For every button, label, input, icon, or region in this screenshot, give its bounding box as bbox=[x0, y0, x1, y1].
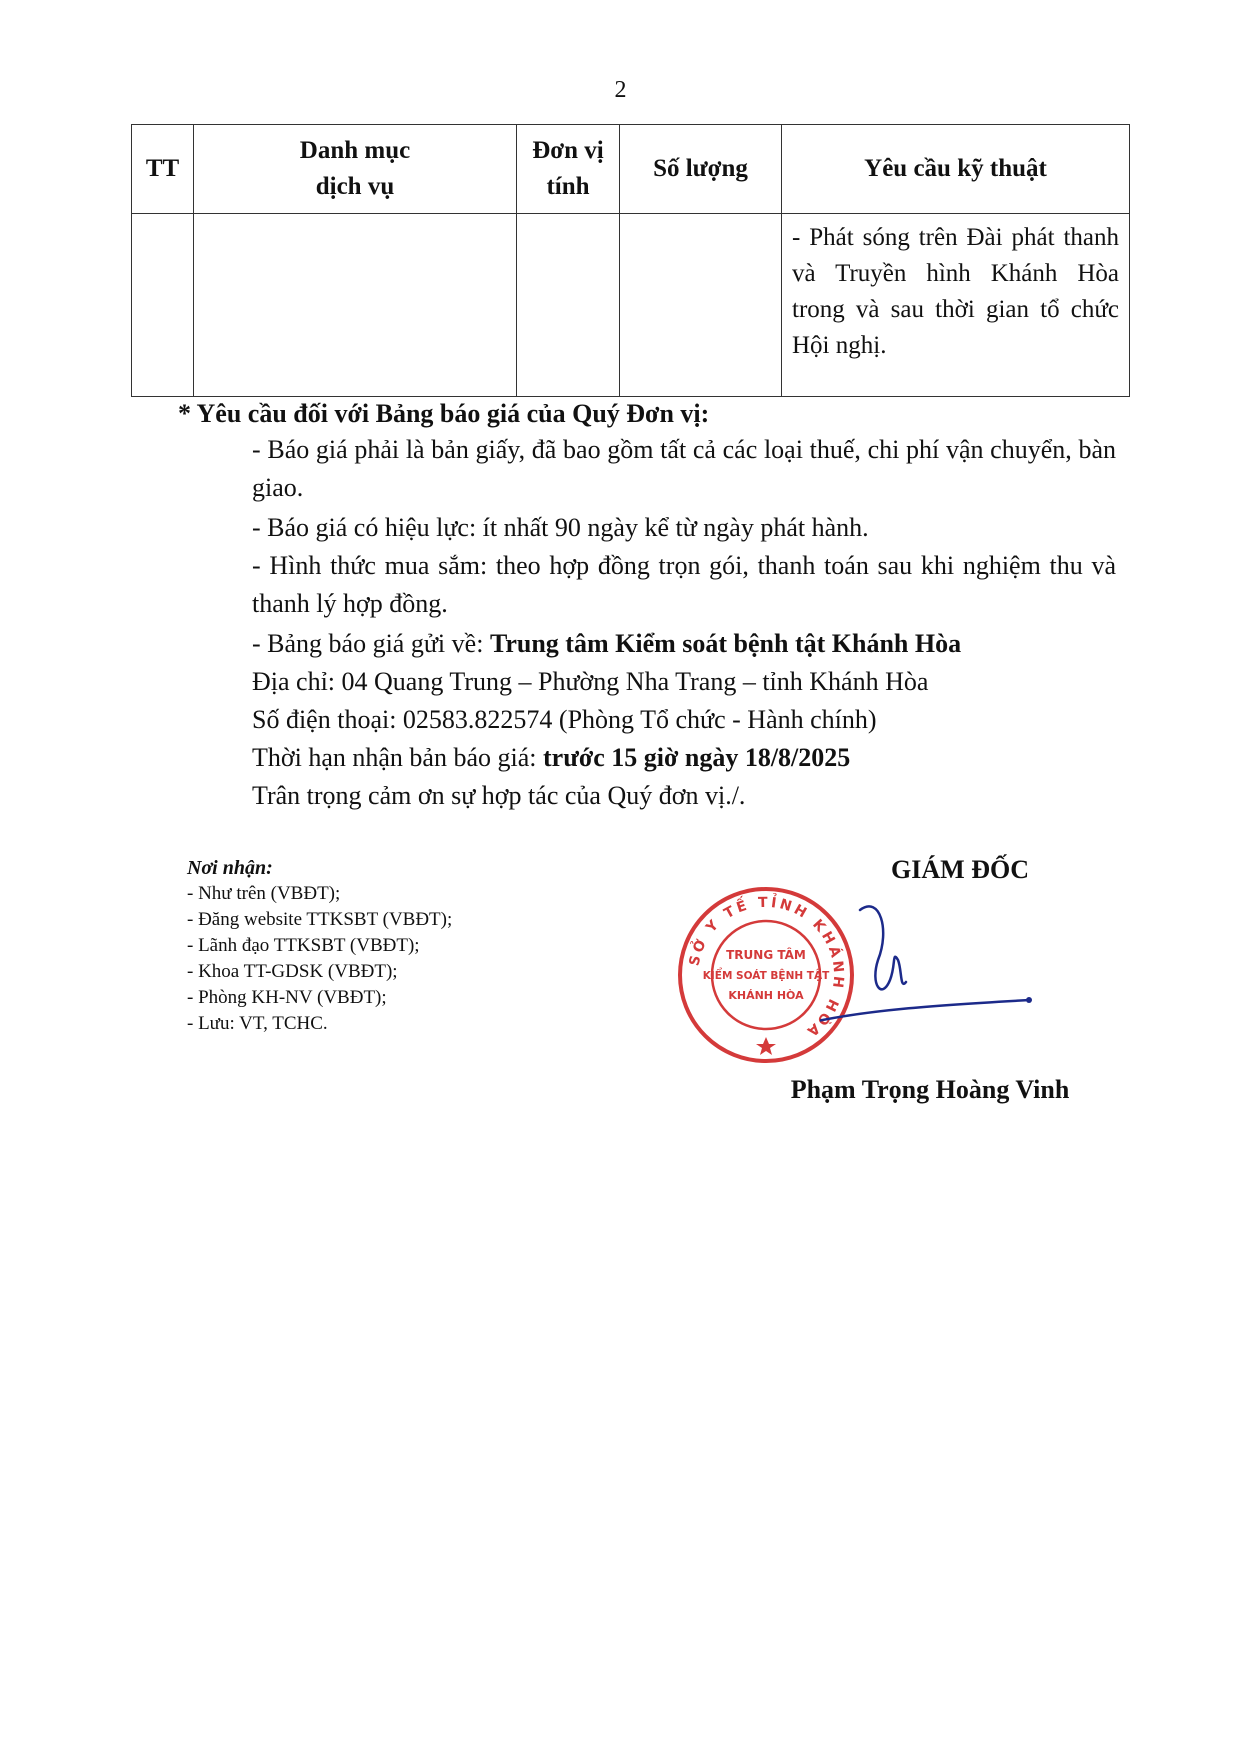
requirement-paper-quote: - Báo giá phải là bản giấy, đã bao gồm tất cả các loại thuế, chi phí vận chuyển, bàn giao. bbox=[252, 435, 1116, 502]
header-requirement: Yêu cầu kỹ thuật bbox=[782, 125, 1130, 214]
recipient-item: - Đăng website TTKSBT (VBĐT); bbox=[187, 909, 453, 930]
recipient-item: - Lãnh đạo TTKSBT (VBĐT); bbox=[187, 935, 420, 956]
recipients-block bbox=[187, 855, 452, 1037]
requirement-send-to: - Bảng báo giá gửi về: Trung tâm Kiểm soát bệnh tật Khánh Hòa bbox=[252, 629, 962, 658]
recipient-item: - Khoa TT-GDSK (VBĐT); bbox=[187, 961, 398, 982]
signatory-name: Phạm Trọng Hoàng Vinh bbox=[790, 1075, 1070, 1104]
cell-service bbox=[194, 214, 517, 397]
page-number: 2 bbox=[614, 77, 627, 103]
phone-line: Số điện thoại: 02583.822574 (Phòng Tổ chức - Hành chính) bbox=[252, 705, 877, 734]
header-tt: TT bbox=[132, 125, 194, 214]
recipients-title: Nơi nhận: bbox=[187, 857, 273, 879]
header-quantity: Số lượng bbox=[620, 125, 782, 214]
stamp-star-icon bbox=[756, 1037, 776, 1055]
cell-tt bbox=[132, 214, 194, 397]
recipient-item: - Phòng KH-NV (VBĐT); bbox=[187, 987, 387, 1008]
cell-quantity bbox=[620, 214, 782, 397]
requirement-validity: - Báo giá có hiệu lực: ít nhất 90 ngày kể từ ngày phát hành. bbox=[252, 513, 869, 542]
stamp-line-3: KHÁNH HÒA bbox=[728, 989, 804, 1002]
cell-requirement: - Phát sóng trên Đài phát thanh và Truyền hình Khánh Hòa trong và sau thời gian tổ chức Hội nghị. bbox=[782, 214, 1130, 397]
header-service: Danh mục dịch vụ bbox=[194, 125, 517, 214]
deadline-value: trước 15 giờ ngày 18/8/2025 bbox=[543, 743, 851, 772]
table-header-row bbox=[132, 125, 1130, 214]
thanks-line: Trân trọng cảm ơn sự hợp tác của Quý đơn vị./. bbox=[252, 781, 746, 810]
stamp-outer-text: SỞ Y TẾ TỈNH KHÁNH HÒA bbox=[686, 894, 847, 1041]
handwritten-signature bbox=[820, 890, 1040, 1040]
requirements-heading: * Yêu cầu đối với Bảng báo giá của Quý Đơn vị: bbox=[178, 399, 710, 428]
requirement-procurement-form: - Hình thức mua sắm: theo hợp đồng trọn gói, thanh toán sau khi nghiệm thu và thanh lý hợp đồng. bbox=[252, 551, 1116, 618]
address-line: Địa chỉ: 04 Quang Trung – Phường Nha Trang – tỉnh Khánh Hòa bbox=[252, 667, 929, 696]
cell-unit bbox=[517, 214, 620, 397]
spec-table bbox=[131, 124, 1130, 397]
recipient-organization: Trung tâm Kiểm soát bệnh tật Khánh Hòa bbox=[489, 629, 962, 658]
header-unit: Đơn vị tính bbox=[517, 125, 620, 214]
stamp-line-2: KIỂM SOÁT BỆNH TẬT bbox=[702, 970, 830, 982]
deadline-line: Thời hạn nhận bản báo giá: trước 15 giờ ngày 18/8/2025 bbox=[252, 743, 851, 772]
signatory-title: GIÁM ĐỐC bbox=[891, 855, 1029, 884]
recipient-item: - Lưu: VT, TCHC. bbox=[187, 1013, 328, 1034]
recipient-item: - Như trên (VBĐT); bbox=[187, 883, 341, 904]
table-row bbox=[132, 214, 1130, 397]
stamp-line-1: TRUNG TÂM bbox=[726, 948, 806, 962]
